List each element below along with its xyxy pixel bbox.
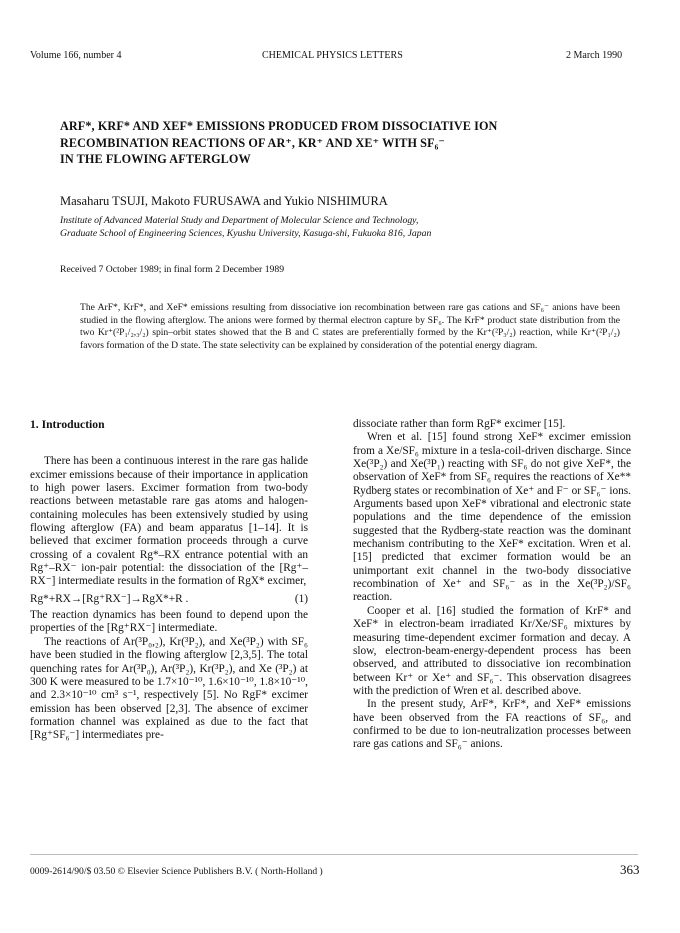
paragraph: Wren et al. [15] found strong XeF* excimer emission from a Xe/SF₆ mixture in a tesla-coil-driven discharge. Since Xe(³P₂) and Xe(³P₁) reacting with SF₆ do not give XeF*, the observation of XeF* from SF₆ requires the reactions of Xe** Rydberg states or recombination of Xe⁺ and F⁻ or SF₆⁻ ions. Arguments based upon XeF* vibrational and electronic state populations and the time dependence of the emission suggested that the Rydberg-state reaction was the dominant mechanism contributing to the XeF* excitation. Wren et al. [15] predicted that excimer formation would be an unimportant exit channel in the two-body dissociative recombination of Xe⁺ and SF₆⁻ as in the Xe(³P₂)/SF₆ reaction. <box>353 431 631 604</box>
received-date: Received 7 October 1989; in final form 2 December 1989 <box>60 264 285 275</box>
author-list: Masaharu TSUJI, Makoto FURUSAWA and Yukio NISHIMURA <box>60 194 388 208</box>
issue-date: 2 March 1990 <box>566 50 623 61</box>
page-number: 363 <box>620 862 640 877</box>
equation <box>30 593 308 606</box>
paragraph: dissociate rather than form RgF* excimer [15]. <box>353 418 566 430</box>
copyright-line: 0009-2614/90/$ 03.50 © Elsevier Science Publishers B.V. ( North-Holland ) <box>30 866 323 877</box>
paragraph: The reaction dynamics has been found to depend upon the properties of the [Rg⁺RX⁻] intermediate. <box>30 609 308 635</box>
title-line: ARF*, KRF* AND XEF* EMISSIONS PRODUCED FROM DISSOCIATIVE ION <box>60 119 498 133</box>
title-line: RECOMBINATION REACTIONS OF AR⁺, KR⁺ AND XE⁺ WITH SF₆⁻ <box>60 135 445 150</box>
title-line: IN THE FLOWING AFTERGLOW <box>60 152 251 166</box>
right-column <box>353 418 631 752</box>
paragraph: The reactions of Ar(³P₀,₂), Kr(³P₂), and Xe(³P₂) with SF₆ have been studied in the flowing afterglow [2,3,5]. The total quenching rates for Ar(³P₀), Ar(³P₂), Kr(³P₂), and Xe (³P₂) at 300 K were measured to be 1.7×10⁻¹⁰, 1.6×10⁻¹⁰, 1.8×10⁻¹⁰, and 2.3×10⁻¹⁰ cm³ s⁻¹, respectively [5]. No RgF* excimer emission has been observed [2,3]. The absence of excimer formation channel was explained as due to the fact that [Rg⁺SF₆⁻] intermediates pre- <box>30 635 308 742</box>
section-heading: 1. Introduction <box>30 418 105 431</box>
paragraph: There has been a continuous interest in the rare gas halide excimer emissions because of their importance in application to high power lasers. Excimer formation from two-body reactions between metastable rare gas atoms and halogen-containing molecules has been extensively studied by using flowing afterglow (FA) and beam apparatus [1–14]. It is believed that excimer formation proceeds through a curve crossing of a covalent Rg*–RX entrance potential with an Rg⁺–RX⁻ ion-pair potential: the dissociation of the [Rg⁺–RX⁻] intermediate results in the formation of RgX* excimer, <box>30 455 308 588</box>
equation-text: Rg*+RX→[Rg⁺RX⁻]→RgX*+R . <box>30 592 189 605</box>
affiliation-line: Graduate School of Engineering Sciences, Kyushu University, Kasuga-shi, Fukuoka 816, Japan <box>60 228 432 239</box>
volume-label: Volume 166, number 4 <box>30 50 122 61</box>
paragraph: Cooper et al. [16] studied the formation of KrF* and XeF* in electron-beam irradiated Kr/Xe/SF₆ mixtures by measuring time-dependent excimer formation and decay. A slow, electron-beam-energy-dependent process has been observed, and attributed to dissociative ion recombination between Kr⁺ or Xe⁺ and SF₆⁻. This observation disagrees with the prediction of Wren et al. described above. <box>353 604 631 697</box>
affiliation-line: Institute of Advanced Material Study and Department of Molecular Science and Technology, <box>60 215 419 226</box>
paper-title <box>60 118 620 168</box>
left-column <box>30 418 308 743</box>
paragraph: In the present study, ArF*, KrF*, and XeF* emissions have been observed from the FA reactions of SF₆, and confirmed to be due to ion-neutralization processes between rare gas cations and SF₆⁻ anions. <box>353 698 631 751</box>
footer-rule <box>30 854 638 855</box>
abstract: The ArF*, KrF*, and XeF* emissions resulting from dissociative ion recombination between rare gas cations and SF₆⁻ anions have been studied in the flowing afterglow. The anions were formed by thermal electron capture by SF₆. The KrF* product state distribution from the two Kr⁺(²P₁/₂,₃/₂) spin–orbit states showed that the B and C states are preferentially formed by the Kr⁺(²P₃/₂) reaction, while Kr⁺(²P₁/₂) favors formation of the D state. The state selectivity can be explained by consideration of the potential energy diagram. <box>80 302 620 351</box>
journal-name: CHEMICAL PHYSICS LETTERS <box>262 50 403 61</box>
equation-number: (1) <box>294 592 308 605</box>
